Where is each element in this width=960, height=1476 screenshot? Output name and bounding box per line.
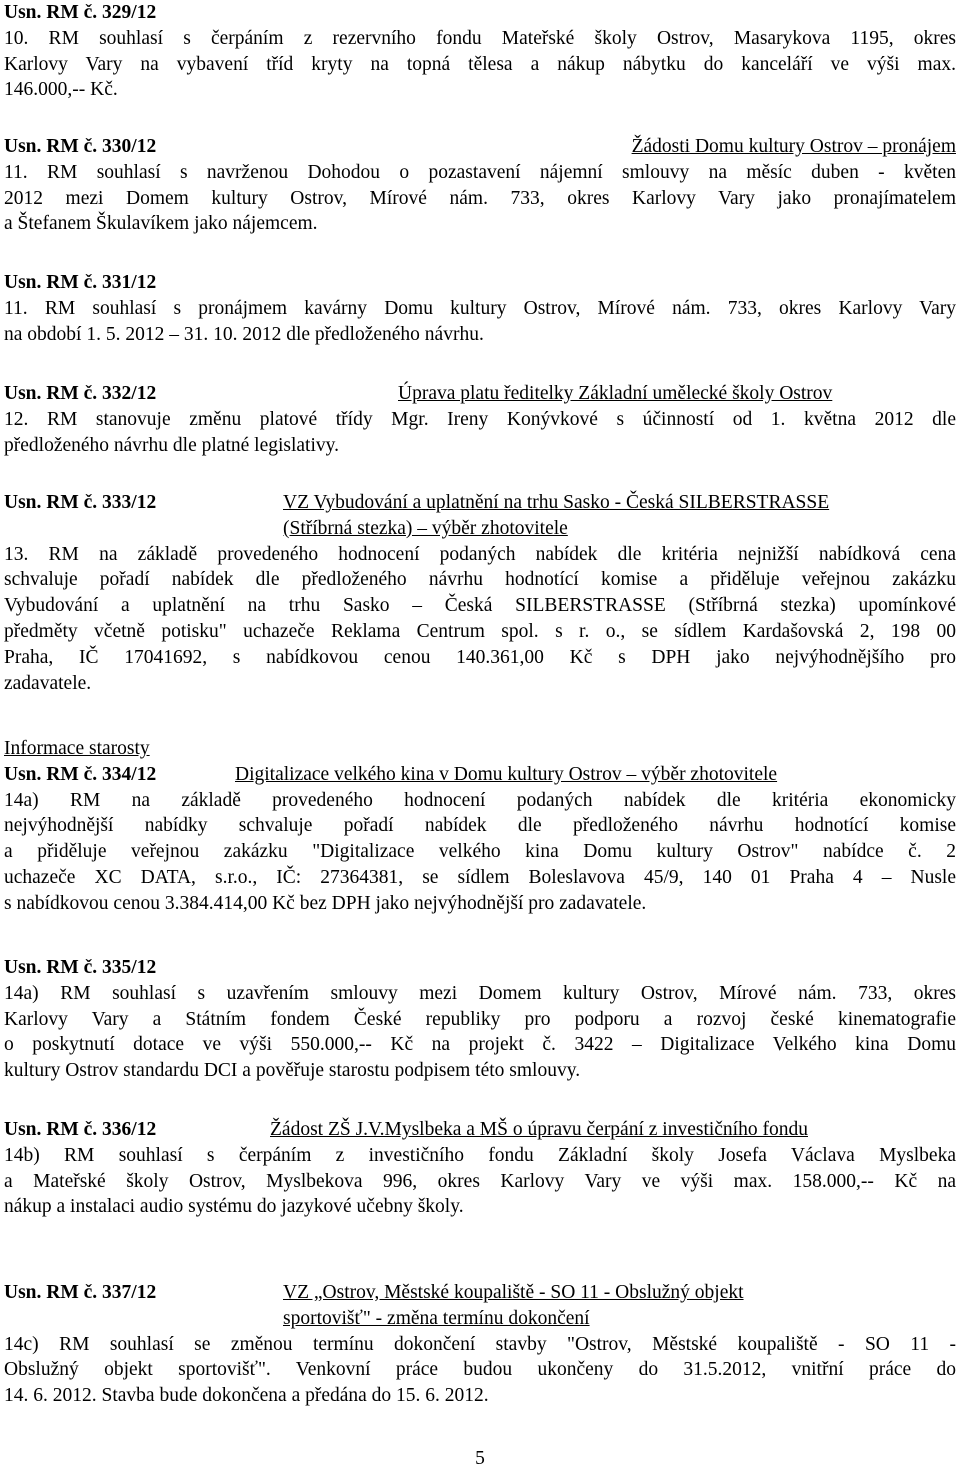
section-heading: Informace starosty xyxy=(4,738,150,759)
text-line: Vybudování a uplatnění na trhu Sasko – Česká SILBERSTRASSE (Stříbrná stezka) upomínkové xyxy=(4,595,956,617)
text-line: 11. RM souhlasí s pronájmem kavárny Domu kultury Ostrov, Mírové nám. 733, okres Karlovy Vary xyxy=(4,297,956,319)
resolution-331 xyxy=(4,270,956,347)
resolution-title: Žádost ZŠ J.V.Myslbeka a MŠ o úpravu čerpání z investičního fondu xyxy=(270,1119,808,1140)
text-line: Obslužný objekt sportovišť". Venkovní práce budou ukončeny do 31.5.2012, vnitřní práce do xyxy=(4,1359,956,1381)
text-line: Karlovy Vary na vybavení tříd kryty na topná tělesa a nákup nábytku do kanceláří ve výši max. xyxy=(4,53,956,75)
text-line: nákup a instalaci audio systému do jazykové učebny školy. xyxy=(4,1196,464,1218)
resolution-title-continued: (Stříbrná stezka) – výběr zhotovitele xyxy=(283,517,568,539)
text-line: nejvýhodnější nabídky schvaluje pořadí nabídek dle předloženého návrhu hodnotící komise xyxy=(4,815,956,837)
text-line: a Mateřské školy Ostrov, Myslbekova 996, okres Karlovy Vary ve výši max. 158.000,-- Kč na xyxy=(4,1170,956,1192)
resolution-number: Usn. RM č. 336/12 xyxy=(4,1119,157,1140)
text-line: Praha, IČ 17041692, s nabídkovou cenou 140.361,00 Kč s DPH jako nejvýhodnějšího pro xyxy=(4,646,956,668)
text-line: o poskytnutí dotace ve výši 550.000,-- Kč na projekt č. 3422 – Digitalizace Velkého kina Domu xyxy=(4,1034,956,1056)
resolution-title: Žádosti Domu kultury Ostrov – pronájem xyxy=(631,136,956,157)
resolution-334 xyxy=(4,736,956,917)
text-line: 14a) RM souhlasí s uzavřením smlouvy mezi Domem kultury Ostrov, Mírové nám. 733, okres xyxy=(4,982,956,1004)
text-line: 12. RM stanovuje změnu platové třídy Mgr. Ireny Konývkové s účinností od 1. května 2012 dle xyxy=(4,408,956,430)
text-line: Karlovy Vary a Státním fondem České republiky pro podporu a rozvoj české kinematografie xyxy=(4,1008,956,1030)
resolution-title-continued: sportovišť" - změna termínu dokončení xyxy=(283,1307,590,1329)
resolution-335 xyxy=(4,955,956,1084)
text-line: 2012 mezi Domem kultury Ostrov, Mírové nám. 733, okres Karlovy Vary jako pronajímatelem xyxy=(4,187,956,209)
text-line: s nabídkovou cenou 3.384.414,00 Kč bez DPH jako nejvýhodnější pro zadavatele. xyxy=(4,892,647,914)
resolution-332 xyxy=(4,381,956,458)
text-line: uchazeče XC DATA, s.r.o., IČ: 27364381, se sídlem Boleslavova 45/9, 140 01 Praha 4 – Nusle xyxy=(4,866,956,888)
text-line: kultury Ostrov standardu DCI a pověřuje starostu podpisem této smlouvy. xyxy=(4,1060,581,1082)
text-line: předloženého návrhu dle platné legislativy. xyxy=(4,434,339,456)
text-line: 11. RM souhlasí s navrženou Dohodou o pozastavení nájemní smlouvy na měsíc duben - květen xyxy=(4,161,956,183)
resolution-336 xyxy=(4,1117,956,1220)
resolution-number: Usn. RM č. 329/12 xyxy=(4,2,157,23)
text-line: 14b) RM souhlasí s čerpáním z investičního fondu Základní školy Josefa Václava Myslbeka xyxy=(4,1144,956,1166)
resolution-337 xyxy=(4,1280,956,1409)
resolution-title: Digitalizace velkého kina v Domu kultury Ostrov – výběr zhotovitele xyxy=(235,763,778,785)
resolution-title: VZ „Ostrov, Městské koupaliště - SO 11 - Obslužný objekt xyxy=(283,1282,744,1303)
text-line: na období 1. 5. 2012 – 31. 10. 2012 dle předloženého návrhu. xyxy=(4,323,484,345)
resolution-number: Usn. RM č. 335/12 xyxy=(4,957,157,978)
resolution-number: Usn. RM č. 331/12 xyxy=(4,272,157,293)
resolution-329 xyxy=(4,0,956,103)
text-line: schvaluje pořadí nabídek dle předloženého návrhu hodnotící komise a přiděluje veřejnou zakázku xyxy=(4,569,956,591)
text-line: a Štefanem Škulavíkem jako nájemcem. xyxy=(4,213,318,235)
text-line: 14a) RM na základě provedeného hodnocení podaných nabídek dle kritéria ekonomicky xyxy=(4,789,956,811)
text-line: a přiděluje veřejnou zakázku "Digitalizace velkého kina Domu kultury Ostrov" nabídce č. 2 xyxy=(4,841,956,863)
resolution-title: VZ Vybudování a uplatnění na trhu Sasko - Česká SILBERSTRASSE xyxy=(283,492,830,513)
text-line: 14. 6. 2012. Stavba bude dokončena a předána do 15. 6. 2012. xyxy=(4,1385,489,1407)
text-line: 13. RM na základě provedeného hodnocení podaných nabídek dle kritéria nejnižší nabídková cena xyxy=(4,543,956,565)
resolution-number: Usn. RM č. 333/12 xyxy=(4,492,157,513)
text-line: 10. RM souhlasí s čerpáním z rezervního fondu Mateřské školy Ostrov, Masarykova 1195, okres xyxy=(4,27,956,49)
text-line: 14c) RM souhlasí se změnou termínu dokončení stavby "Ostrov, Městské koupaliště - SO 11 - xyxy=(4,1333,956,1355)
text-line: předměty včetně potisku" uchazeče Reklama Centrum spol. s r. o., se sídlem Kardašovská 2, 198 00 xyxy=(4,620,956,642)
resolution-330 xyxy=(4,134,956,237)
resolution-number: Usn. RM č. 332/12 xyxy=(4,383,157,404)
resolution-title: Úprava platu ředitelky Základní umělecké školy Ostrov xyxy=(398,383,833,404)
page-number: 5 xyxy=(475,1448,485,1469)
resolution-number: Usn. RM č. 337/12 xyxy=(4,1282,157,1303)
resolution-333 xyxy=(4,490,956,696)
text-line: zadavatele. xyxy=(4,672,92,694)
text-line: 146.000,-- Kč. xyxy=(4,79,118,101)
resolution-number: Usn. RM č. 334/12 xyxy=(4,763,157,785)
resolution-number: Usn. RM č. 330/12 xyxy=(4,136,157,157)
